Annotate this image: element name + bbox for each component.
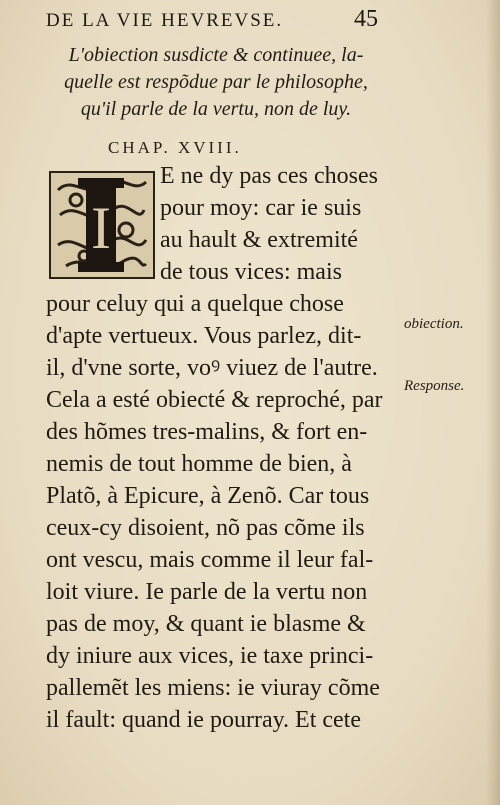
ornament-initial-icon bbox=[48, 170, 156, 280]
text-line: il, d'vne sorte, voꝰ viuez de l'autre. bbox=[46, 355, 378, 381]
decorated-initial bbox=[48, 170, 156, 280]
text-line: pas de moy, & quant ie blasme & bbox=[46, 611, 366, 637]
text-line: loit viure. Ie parle de la vertu non bbox=[46, 579, 368, 605]
chapter-heading: CHAP. XVIII. bbox=[108, 138, 242, 157]
text-line: au hault & extremité bbox=[160, 227, 358, 253]
text-line: pallemẽt les miens: ie viuray cõme bbox=[46, 675, 380, 701]
running-head: DE LA VIE HEVREVSE. bbox=[46, 10, 284, 31]
dropcap-letter: I bbox=[91, 195, 111, 261]
text-line: des hõmes tres-malins, & fort en- bbox=[46, 419, 368, 445]
text-line: de tous vices: mais bbox=[160, 259, 342, 285]
text-line: Platõ, à Epicure, à Zenõ. Car tous bbox=[46, 483, 370, 509]
margin-note-objection: obiection. bbox=[404, 316, 464, 332]
summary-line: L'obiection susdicte & continuee, la- bbox=[68, 44, 364, 66]
text-line: d'apte vertueux. Vous parlez, dit- bbox=[46, 323, 362, 349]
text-line: nemis de tout homme de bien, à bbox=[46, 451, 352, 477]
text-line: E ne dy pas ces choses bbox=[160, 163, 378, 189]
margin-note-response: Response. bbox=[404, 378, 465, 394]
text-line: Cela a esté obiecté & reproché, par bbox=[46, 387, 383, 413]
page-edge-shadow bbox=[486, 0, 500, 805]
text-line: dy iniure aux vices, ie taxe princi- bbox=[46, 643, 374, 669]
text-line: ceux-cy disoient, nõ pas cõme ils bbox=[46, 515, 365, 541]
text-line: pour celuy qui a quelque chose bbox=[46, 291, 344, 317]
summary-line: qu'il parle de la vertu, non de luy. bbox=[80, 98, 352, 120]
chapter-summary bbox=[36, 42, 396, 123]
text-line: pour moy: car ie suis bbox=[160, 195, 362, 221]
text-line: ont vescu, mais comme il leur fal- bbox=[46, 547, 374, 573]
text-line: il fault: quand ie pourray. Et cete bbox=[46, 707, 361, 733]
page-number: 45 bbox=[354, 6, 378, 32]
summary-line: quelle est respõdue par le philosophe, bbox=[64, 71, 368, 93]
